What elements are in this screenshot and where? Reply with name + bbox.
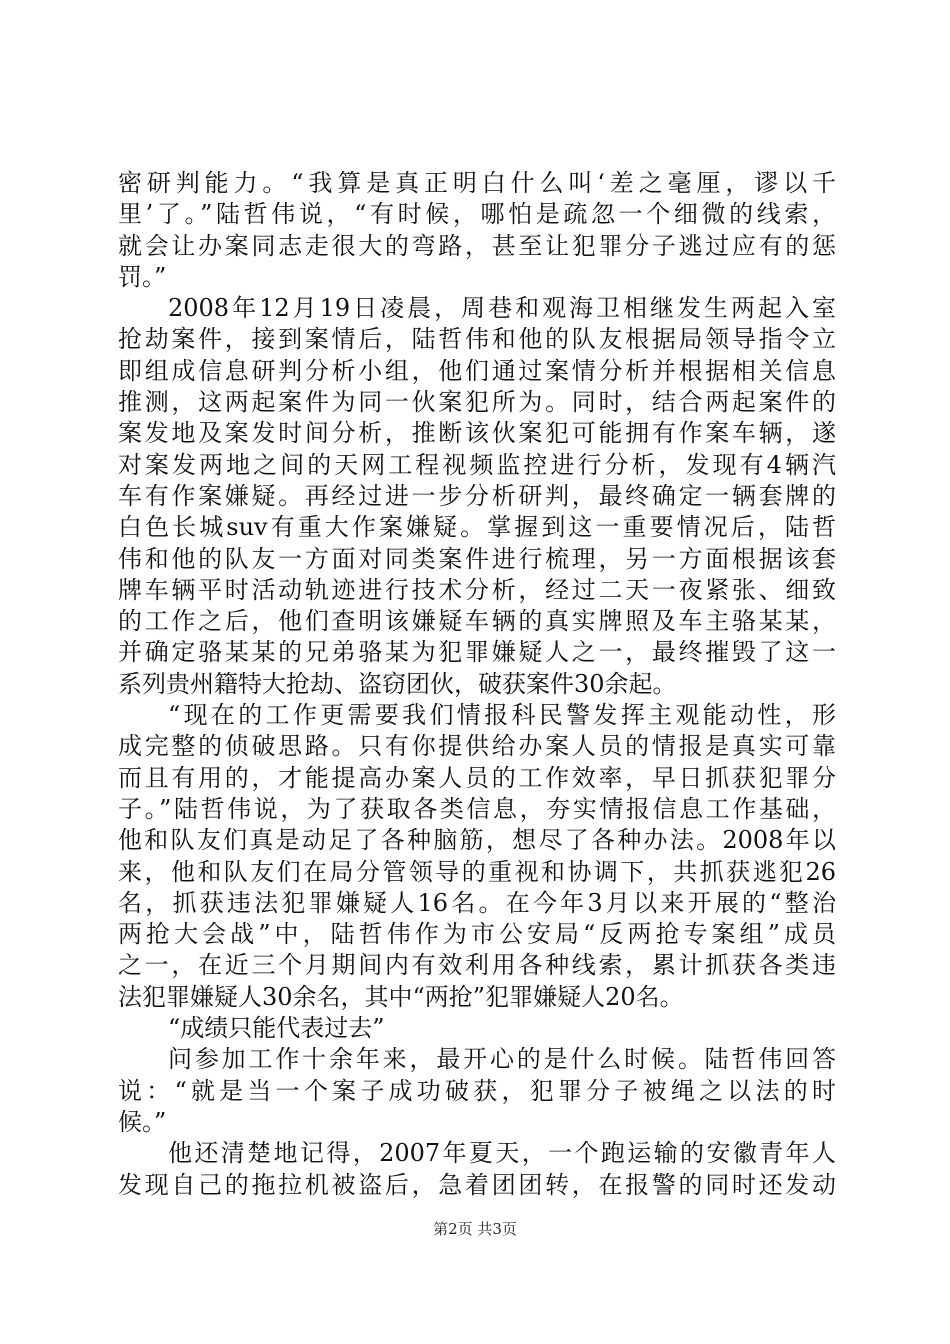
text-line: 2008年12月19日凌晨，周巷和观海卫相继发生两起入室: [168, 294, 836, 323]
document-body: [118, 168, 836, 1201]
text-line: 成完整的侦破思路。只有你提供给办案人员的情报是真实可靠: [118, 732, 836, 761]
text-line: 密研判能力。“我算是真正明白什么叫‘差之毫厘，谬以千: [118, 169, 836, 197]
text-line: 即组成信息研判分析小组，他们通过案情分析并根据相关信息: [118, 356, 836, 385]
text-line: 之一，在近三个月期间内有效利用各种线索，累计抓获各类违: [118, 951, 836, 980]
text-line: “成绩只能代表过去”: [168, 1014, 385, 1043]
text-line: 子。”陆哲伟说，为了获取各类信息，夯实情报信息工作基础，: [118, 794, 836, 823]
text-line: 两抢大会战”中，陆哲伟作为市公安局“反两抢专案组”成员: [118, 920, 836, 949]
text-line: 就会让办案同志走很大的弯路，甚至让犯罪分子逃过应有的惩: [118, 231, 836, 260]
text-line: 的工作之后，他们查明该嫌疑车辆的真实牌照及车主骆某某，: [118, 607, 836, 636]
text-line: 对案发两地之间的天网工程视频监控进行分析，发现有4辆汽: [118, 450, 836, 479]
text-line: 并确定骆某某的兄弟骆某为犯罪嫌疑人之一，最终摧毁了这一: [118, 638, 836, 667]
text-line: 里’了。”陆哲伟说，“有时候，哪怕是疏忽一个细微的线索，: [118, 200, 836, 229]
text-line: 案发地及案发时间分析，推断该伙案犯可能拥有作案车辆，遂: [118, 419, 836, 448]
text-line: 推测，这两起案件为同一伙案犯所为。同时，结合两起案件的: [118, 388, 836, 417]
text-line: 问参加工作十余年来，最开心的是什么时候。陆哲伟回答: [168, 1045, 836, 1074]
text-line: 发现自己的拖拉机被盗后，急着团团转，在报警的同时还发动: [118, 1170, 836, 1199]
text-line: 白色长城suv有重大作案嫌疑。掌握到这一重要情况后，陆哲: [118, 513, 836, 542]
text-line: 牌车辆平时活动轨迹进行技术分析，经过二天一夜紧张、细致: [118, 575, 836, 604]
page-footer: 第2页 共3页: [433, 1220, 517, 1238]
text-line: 而且有用的，才能提高办案人员的工作效率，早日抓获犯罪分: [118, 763, 836, 792]
text-line: 系列贵州籍特大抢劫、盗窃团伙，破获案件30余起。: [118, 669, 677, 698]
text-line: “现在的工作更需要我们情报科民警发挥主观能动性，形: [168, 701, 836, 730]
text-line: 他还清楚地记得，2007年夏天，一个跑运输的安徽青年人: [168, 1139, 836, 1168]
text-line: 车有作案嫌疑。再经过进一步分析研判，最终确定一辆套牌的: [118, 481, 836, 510]
text-line: 说：“就是当一个案子成功破获，犯罪分子被绳之以法的时: [118, 1076, 836, 1105]
text-line: 伟和他的队友一方面对同类案件进行梳理，另一方面根据该套: [118, 544, 836, 573]
text-line: 他和队友们真是动足了各种脑筋，想尽了各种办法。2008年以: [118, 826, 836, 855]
text-line: 候。”: [118, 1107, 167, 1136]
text-line: 罚。”: [118, 262, 167, 291]
text-line: 法犯罪嫌疑人30余名，其中“两抢”犯罪嫌疑人20名。: [118, 982, 684, 1011]
text-line: 名，抓获违法犯罪嫌疑人16名。在今年3月以来开展的“整治: [118, 888, 836, 917]
text-line: 抢劫案件，接到案情后，陆哲伟和他的队友根据局领导指令立: [118, 325, 836, 354]
text-line: 来，他和队友们在局分管领导的重视和协调下，共抓获逃犯26: [118, 857, 836, 886]
